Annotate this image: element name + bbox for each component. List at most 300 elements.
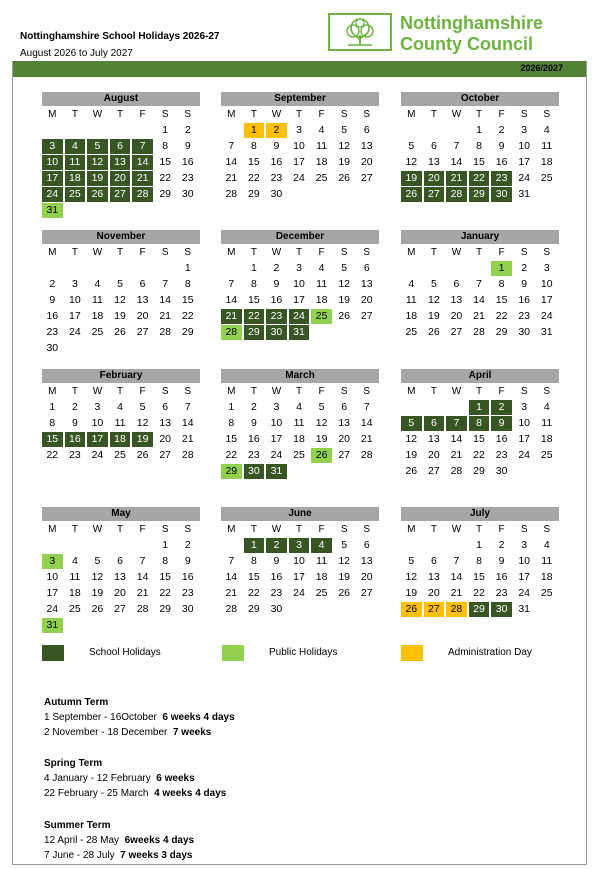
term-length: 7 weeks 3 days bbox=[120, 850, 193, 861]
day-cell: 5 bbox=[117, 278, 123, 290]
day-cell: 21 bbox=[446, 171, 467, 186]
day-cell: 25 bbox=[405, 326, 418, 338]
day-cell: 8 bbox=[476, 555, 482, 567]
empty-cell bbox=[356, 602, 377, 617]
day-cell: 25 bbox=[114, 449, 126, 461]
month-name: October bbox=[401, 92, 559, 106]
week-row bbox=[221, 586, 379, 601]
month-november bbox=[42, 230, 200, 356]
weekday-label: M bbox=[227, 386, 236, 397]
weekday-label: F bbox=[318, 109, 325, 120]
day-cell: 31 bbox=[42, 203, 63, 218]
day-cell: 6 bbox=[363, 262, 370, 274]
empty-cell bbox=[334, 464, 355, 479]
week-row bbox=[42, 341, 200, 356]
day-cell: 16 bbox=[248, 433, 260, 445]
week-row bbox=[221, 464, 379, 479]
week-row bbox=[42, 538, 200, 553]
weekday-label: S bbox=[543, 386, 551, 397]
day-cell: 13 bbox=[360, 555, 373, 567]
day-cell: 31 bbox=[42, 618, 63, 633]
day-cell: 27 bbox=[338, 449, 351, 461]
day-cell: 20 bbox=[136, 310, 149, 322]
week-row bbox=[221, 139, 379, 154]
day-cell: 2 bbox=[250, 401, 257, 413]
day-cell: 15 bbox=[159, 571, 172, 583]
day-cell: 6 bbox=[453, 278, 460, 290]
day-cell: 21 bbox=[221, 309, 242, 324]
day-cell: 5 bbox=[318, 401, 325, 413]
week-row bbox=[401, 538, 559, 553]
day-cell: 10 bbox=[293, 278, 305, 290]
day-cell: 30 bbox=[491, 187, 512, 202]
weekday-label: M bbox=[227, 109, 236, 120]
weekday-label: S bbox=[340, 109, 348, 120]
day-cell: 14 bbox=[450, 571, 463, 583]
day-cell: 22 bbox=[225, 449, 238, 461]
day-cell: 19 bbox=[401, 171, 422, 186]
week-row bbox=[42, 155, 200, 170]
day-cell: 15 bbox=[473, 571, 485, 583]
day-cell: 30 bbox=[46, 342, 59, 354]
day-cell: 7 bbox=[363, 401, 370, 413]
weekday-label: S bbox=[184, 386, 192, 397]
weekday-header-row bbox=[401, 245, 559, 260]
weekday-label: T bbox=[295, 524, 303, 535]
month-name: June bbox=[221, 507, 379, 521]
day-cell: 20 bbox=[110, 171, 131, 186]
day-cell: 20 bbox=[450, 310, 463, 322]
day-cell: 11 bbox=[293, 417, 305, 429]
day-cell: 11 bbox=[91, 294, 103, 306]
day-cell: 25 bbox=[91, 326, 104, 338]
day-cell: 21 bbox=[450, 587, 463, 599]
day-cell: 3 bbox=[273, 401, 280, 413]
day-cell: 6 bbox=[363, 539, 370, 551]
weekday-label: S bbox=[520, 247, 528, 258]
day-cell: 28 bbox=[181, 449, 194, 461]
weekday-label: W bbox=[271, 386, 282, 397]
empty-cell bbox=[289, 464, 310, 479]
day-cell: 3 bbox=[296, 262, 302, 274]
week-row bbox=[221, 448, 379, 463]
day-cell: 28 bbox=[136, 603, 149, 615]
empty-cell bbox=[87, 203, 108, 218]
weekday-label: T bbox=[430, 247, 437, 258]
day-cell: 22 bbox=[181, 310, 194, 322]
day-cell: 24 bbox=[270, 449, 283, 461]
day-cell: 27 bbox=[428, 465, 440, 477]
empty-cell bbox=[401, 400, 422, 415]
day-cell: 30 bbox=[266, 325, 287, 340]
day-cell: 26 bbox=[401, 602, 422, 617]
day-cell: 17 bbox=[540, 294, 553, 306]
weekday-label: S bbox=[520, 524, 528, 535]
weekday-header-row bbox=[42, 384, 200, 399]
day-cell: 10 bbox=[518, 140, 531, 152]
day-cell: 21 bbox=[473, 310, 485, 322]
empty-cell bbox=[155, 618, 176, 633]
day-cell: 11 bbox=[541, 140, 553, 152]
week-row bbox=[42, 277, 200, 292]
day-cell: 8 bbox=[49, 417, 56, 429]
week-row bbox=[42, 203, 200, 218]
day-cell: 23 bbox=[266, 309, 287, 324]
week-row bbox=[401, 570, 559, 585]
empty-cell bbox=[289, 602, 310, 617]
empty-cell bbox=[334, 325, 355, 340]
month-august bbox=[42, 92, 200, 218]
day-cell: 15 bbox=[225, 433, 238, 445]
weekday-label: S bbox=[340, 247, 348, 258]
term-title: Spring Term bbox=[44, 758, 103, 769]
day-cell: 9 bbox=[498, 555, 505, 567]
week-row bbox=[221, 309, 379, 324]
week-row bbox=[221, 277, 379, 292]
day-cell: 24 bbox=[518, 449, 531, 461]
day-cell: 1 bbox=[49, 401, 56, 413]
day-cell: 7 bbox=[453, 140, 460, 152]
day-cell: 17 bbox=[518, 433, 531, 445]
day-cell: 9 bbox=[498, 140, 505, 152]
weekday-label: S bbox=[340, 386, 348, 397]
day-cell: 6 bbox=[363, 124, 370, 136]
week-row bbox=[42, 602, 200, 617]
term-length: 7 weeks bbox=[172, 727, 212, 738]
weekday-label: F bbox=[498, 247, 505, 258]
day-cell: 14 bbox=[181, 417, 194, 429]
day-cell: 4 bbox=[311, 538, 332, 553]
month-name: May bbox=[42, 507, 200, 521]
weekday-label: F bbox=[498, 386, 505, 397]
day-cell: 8 bbox=[250, 278, 257, 290]
day-cell: 1 bbox=[228, 401, 235, 413]
page-subtitle: August 2026 to July 2027 bbox=[20, 48, 133, 59]
day-cell: 13 bbox=[428, 156, 440, 168]
week-row bbox=[401, 309, 559, 324]
empty-cell bbox=[177, 203, 198, 218]
week-row bbox=[401, 325, 559, 340]
empty-cell bbox=[424, 261, 445, 276]
day-cell: 19 bbox=[338, 294, 351, 306]
day-cell: 11 bbox=[316, 555, 328, 567]
weekday-label: S bbox=[363, 109, 371, 120]
empty-cell bbox=[42, 538, 63, 553]
weekday-label: W bbox=[451, 247, 462, 258]
day-cell: 10 bbox=[540, 278, 553, 290]
year-header-bar bbox=[12, 61, 587, 77]
week-row bbox=[42, 400, 200, 415]
empty-cell bbox=[311, 464, 332, 479]
weekday-label: T bbox=[295, 247, 303, 258]
empty-cell bbox=[87, 123, 108, 138]
day-cell: 13 bbox=[428, 571, 440, 583]
week-row bbox=[401, 171, 559, 186]
day-cell: 2 bbox=[498, 539, 505, 551]
day-cell: 30 bbox=[270, 188, 283, 200]
weekday-label: W bbox=[451, 109, 462, 120]
term-dates: 22 February - 25 March bbox=[44, 788, 149, 799]
day-cell: 16 bbox=[270, 571, 283, 583]
day-cell: 12 bbox=[338, 278, 351, 290]
day-cell: 2 bbox=[498, 124, 505, 136]
day-cell: 9 bbox=[184, 140, 191, 152]
weekday-label: F bbox=[318, 386, 325, 397]
day-cell: 20 bbox=[360, 294, 373, 306]
day-cell: 15 bbox=[42, 432, 63, 447]
weekday-header-row bbox=[401, 107, 559, 122]
day-cell: 24 bbox=[289, 309, 310, 324]
day-cell: 8 bbox=[184, 278, 191, 290]
week-row bbox=[42, 325, 200, 340]
legend-label: Public Holidays bbox=[269, 647, 338, 658]
day-cell: 16 bbox=[65, 432, 86, 447]
day-cell: 17 bbox=[293, 156, 305, 168]
day-cell: 24 bbox=[293, 587, 305, 599]
day-cell: 4 bbox=[318, 124, 325, 136]
day-cell: 27 bbox=[450, 326, 463, 338]
day-cell: 20 bbox=[114, 587, 126, 599]
day-cell: 9 bbox=[184, 555, 191, 567]
day-cell: 1 bbox=[162, 539, 169, 551]
weekday-label: M bbox=[407, 524, 416, 535]
day-cell: 3 bbox=[296, 124, 302, 136]
day-cell: 27 bbox=[159, 449, 172, 461]
day-cell: 9 bbox=[49, 294, 56, 306]
weekday-label: S bbox=[161, 109, 169, 120]
day-cell: 21 bbox=[136, 587, 149, 599]
week-row bbox=[401, 416, 559, 431]
empty-cell bbox=[424, 123, 445, 138]
month-october bbox=[401, 92, 559, 202]
term-length: 4 weeks 4 days bbox=[154, 788, 227, 799]
day-cell: 16 bbox=[518, 294, 531, 306]
week-row bbox=[42, 554, 200, 569]
day-cell: 25 bbox=[69, 603, 81, 615]
weekday-header-row bbox=[221, 384, 379, 399]
day-cell: 12 bbox=[315, 417, 328, 429]
day-cell: 9 bbox=[491, 416, 512, 431]
week-row bbox=[42, 618, 200, 633]
week-row bbox=[221, 187, 379, 202]
day-cell: 19 bbox=[338, 571, 351, 583]
day-cell: 22 bbox=[159, 587, 172, 599]
weekday-label: F bbox=[318, 524, 325, 535]
day-cell: 7 bbox=[132, 139, 153, 154]
empty-cell bbox=[401, 261, 422, 276]
week-row bbox=[401, 448, 559, 463]
weekday-label: M bbox=[48, 386, 57, 397]
day-cell: 13 bbox=[360, 140, 373, 152]
empty-cell bbox=[110, 123, 131, 138]
day-cell: 24 bbox=[69, 326, 81, 338]
day-cell: 29 bbox=[495, 326, 508, 338]
week-row bbox=[42, 432, 200, 447]
weekday-label: S bbox=[184, 247, 192, 258]
weekday-label: T bbox=[250, 247, 257, 258]
weekday-label: T bbox=[295, 386, 303, 397]
day-cell: 24 bbox=[518, 172, 531, 184]
day-cell: 20 bbox=[428, 587, 440, 599]
day-cell: 16 bbox=[495, 433, 508, 445]
legend-swatch bbox=[42, 645, 64, 661]
day-cell: 27 bbox=[110, 187, 131, 202]
term-dates: 2 November - 18 December bbox=[44, 727, 168, 738]
day-cell: 10 bbox=[42, 155, 63, 170]
empty-cell bbox=[87, 261, 108, 276]
day-cell: 3 bbox=[94, 401, 101, 413]
empty-cell bbox=[42, 261, 63, 276]
weekday-label: T bbox=[71, 386, 78, 397]
month-name: April bbox=[401, 369, 559, 383]
day-cell: 7 bbox=[446, 416, 467, 431]
weekday-label: S bbox=[363, 386, 371, 397]
day-cell: 23 bbox=[495, 449, 508, 461]
empty-cell bbox=[155, 341, 176, 356]
week-row bbox=[42, 187, 200, 202]
day-cell: 5 bbox=[341, 262, 348, 274]
day-cell: 18 bbox=[315, 571, 328, 583]
empty-cell bbox=[110, 618, 131, 633]
day-cell: 16 bbox=[270, 294, 283, 306]
day-cell: 13 bbox=[360, 278, 373, 290]
weekday-label: S bbox=[161, 524, 169, 535]
day-cell: 5 bbox=[408, 140, 415, 152]
day-cell: 21 bbox=[181, 433, 194, 445]
weekday-label: S bbox=[161, 247, 169, 258]
week-row bbox=[401, 277, 559, 292]
week-row bbox=[221, 400, 379, 415]
day-cell: 17 bbox=[87, 432, 108, 447]
day-cell: 6 bbox=[424, 416, 445, 431]
day-cell: 3 bbox=[521, 124, 528, 136]
day-cell: 23 bbox=[518, 310, 531, 322]
day-cell: 22 bbox=[495, 310, 508, 322]
month-february bbox=[42, 369, 200, 463]
day-cell: 14 bbox=[450, 156, 463, 168]
day-cell: 27 bbox=[360, 310, 373, 322]
weekday-label: S bbox=[520, 109, 528, 120]
week-row bbox=[401, 400, 559, 415]
weekday-label: W bbox=[92, 524, 103, 535]
empty-cell bbox=[446, 538, 467, 553]
weekday-label: W bbox=[92, 247, 103, 258]
term-line bbox=[44, 848, 194, 863]
empty-cell bbox=[221, 538, 242, 553]
day-cell: 17 bbox=[518, 156, 531, 168]
empty-cell bbox=[334, 602, 355, 617]
day-cell: 4 bbox=[543, 401, 550, 413]
weekday-label: F bbox=[498, 109, 505, 120]
weekday-label: M bbox=[48, 109, 57, 120]
empty-cell bbox=[424, 538, 445, 553]
day-cell: 2 bbox=[273, 262, 280, 274]
day-cell: 26 bbox=[114, 326, 126, 338]
day-cell: 28 bbox=[221, 325, 242, 340]
day-cell: 23 bbox=[495, 587, 508, 599]
day-cell: 18 bbox=[315, 156, 328, 168]
week-row bbox=[401, 187, 559, 202]
empty-cell bbox=[356, 325, 377, 340]
day-cell: 30 bbox=[244, 464, 265, 479]
day-cell: 19 bbox=[405, 587, 418, 599]
weekday-label: T bbox=[475, 109, 483, 120]
day-cell: 15 bbox=[473, 156, 485, 168]
day-cell: 5 bbox=[139, 401, 146, 413]
day-cell: 20 bbox=[360, 156, 373, 168]
month-name: September bbox=[221, 92, 379, 106]
weekday-label: W bbox=[92, 386, 103, 397]
day-cell: 29 bbox=[221, 464, 242, 479]
week-row bbox=[221, 554, 379, 569]
weekday-label: W bbox=[451, 386, 462, 397]
month-march bbox=[221, 369, 379, 479]
empty-cell bbox=[132, 203, 153, 218]
day-cell: 23 bbox=[248, 449, 260, 461]
weekday-header-row bbox=[42, 522, 200, 537]
week-row bbox=[221, 261, 379, 276]
term-line bbox=[44, 710, 235, 725]
weekday-label: M bbox=[227, 524, 236, 535]
day-cell: 13 bbox=[110, 155, 131, 170]
weekday-label: T bbox=[71, 109, 78, 120]
day-cell: 2 bbox=[49, 278, 56, 290]
day-cell: 22 bbox=[248, 587, 260, 599]
term-dates: 7 June - 28 July bbox=[44, 850, 115, 861]
month-name: March bbox=[221, 369, 379, 383]
day-cell: 6 bbox=[430, 555, 437, 567]
day-cell: 23 bbox=[491, 171, 512, 186]
day-cell: 6 bbox=[110, 139, 131, 154]
day-cell: 30 bbox=[495, 465, 508, 477]
day-cell: 22 bbox=[159, 172, 172, 184]
day-cell: 12 bbox=[338, 555, 351, 567]
day-cell: 30 bbox=[491, 602, 512, 617]
day-cell: 31 bbox=[518, 603, 531, 615]
day-cell: 15 bbox=[159, 156, 172, 168]
day-cell: 5 bbox=[94, 555, 101, 567]
day-cell: 11 bbox=[405, 294, 417, 306]
day-cell: 4 bbox=[94, 278, 101, 290]
logo-line-2: County Council bbox=[400, 34, 533, 54]
week-row bbox=[42, 293, 200, 308]
empty-cell bbox=[536, 464, 557, 479]
day-cell: 21 bbox=[159, 310, 172, 322]
page-title: Nottinghamshire School Holidays 2026-27 bbox=[20, 31, 220, 42]
weekday-label: S bbox=[543, 247, 551, 258]
day-cell: 10 bbox=[293, 140, 305, 152]
weekday-label: T bbox=[71, 524, 78, 535]
day-cell: 14 bbox=[225, 571, 238, 583]
day-cell: 26 bbox=[91, 603, 104, 615]
empty-cell bbox=[155, 203, 176, 218]
day-cell: 9 bbox=[250, 417, 257, 429]
weekday-label: T bbox=[116, 386, 124, 397]
weekday-label: W bbox=[271, 524, 282, 535]
day-cell: 26 bbox=[338, 310, 351, 322]
day-cell: 29 bbox=[248, 603, 260, 615]
weekday-header-row bbox=[221, 107, 379, 122]
term-line bbox=[44, 771, 226, 786]
day-cell: 10 bbox=[518, 555, 531, 567]
weekday-label: T bbox=[430, 109, 437, 120]
day-cell: 20 bbox=[360, 571, 373, 583]
week-row bbox=[42, 261, 200, 276]
empty-cell bbox=[311, 602, 332, 617]
weekday-label: T bbox=[116, 109, 124, 120]
day-cell: 29 bbox=[469, 602, 490, 617]
day-cell: 9 bbox=[273, 555, 280, 567]
